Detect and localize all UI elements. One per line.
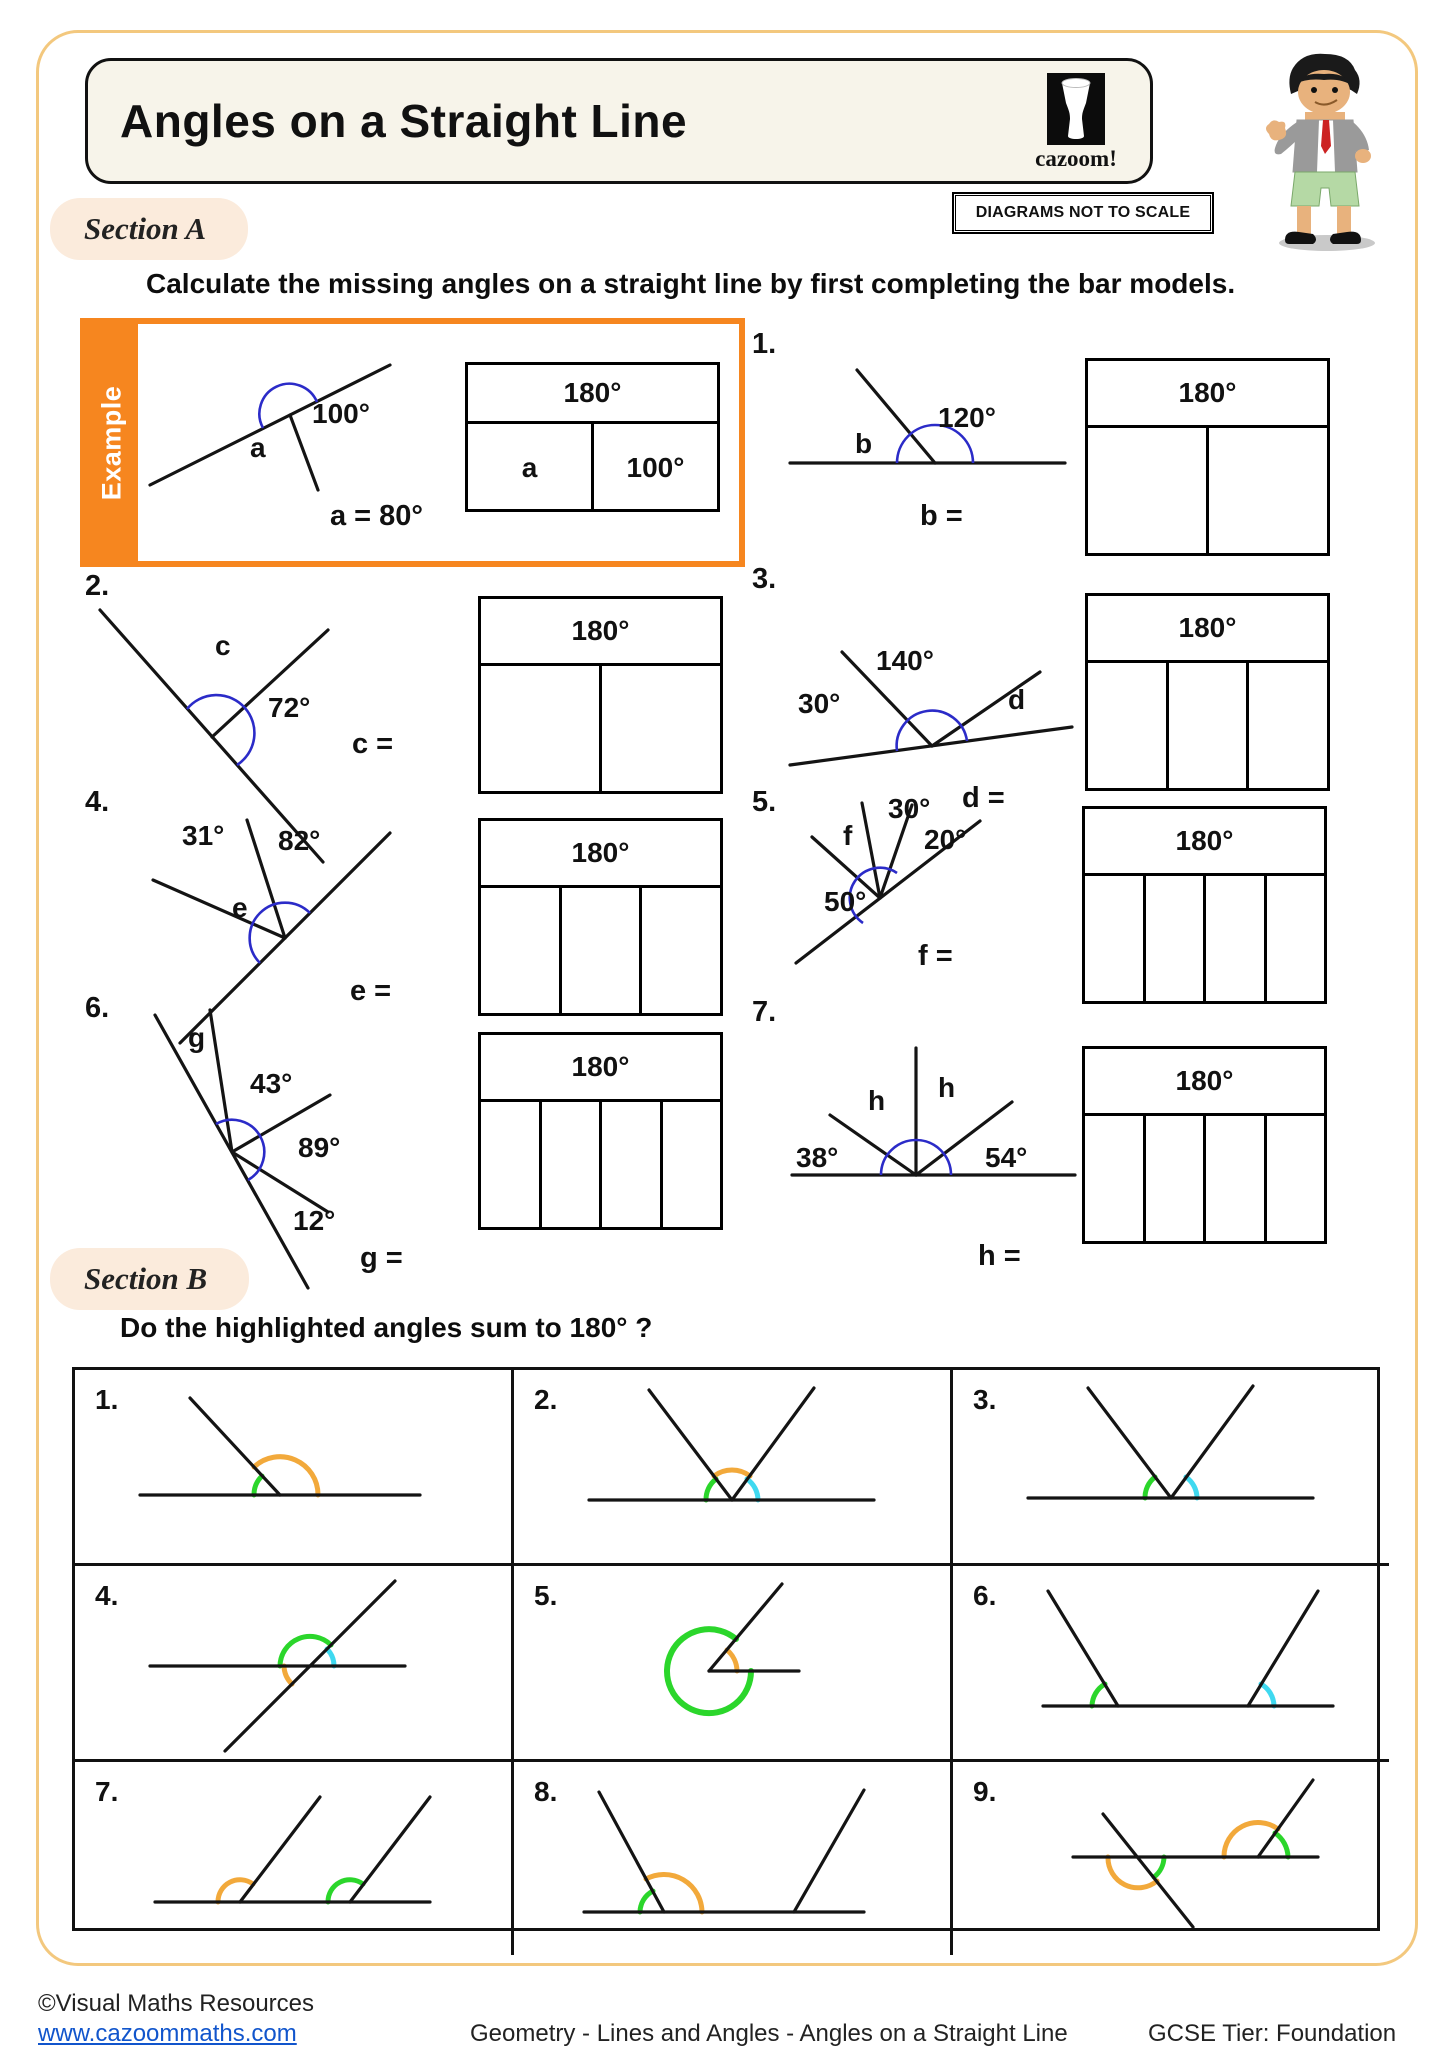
problem-2-bar-model: [478, 596, 723, 794]
problem-5-number: 5.: [752, 786, 777, 818]
problem-3-answer: d =: [962, 782, 1005, 814]
bar-total: 180°: [1088, 596, 1327, 663]
bar-cell: [481, 1102, 542, 1230]
bar-cell: [1146, 1116, 1207, 1244]
page-title: Angles on a Straight Line: [120, 95, 688, 147]
footer-copyright: ©Visual Maths Resources: [38, 1990, 315, 2017]
title-box: [85, 58, 1153, 184]
cell-number: 5.: [534, 1580, 558, 1611]
problem-4-bar-model: [478, 818, 723, 1016]
highlighted-angle-diagram-8: [514, 1762, 950, 1950]
bar-cell: [1088, 428, 1209, 556]
section-b-label: Section B: [50, 1248, 249, 1310]
problem-2-label: c: [215, 630, 231, 661]
example-answer: a = 80°: [330, 500, 424, 532]
section-b-cell-5: [514, 1566, 953, 1762]
bar-cell: [481, 666, 602, 794]
bar-cell: 100°: [626, 452, 685, 483]
bar-cell: [663, 1102, 721, 1230]
cell-number: 9.: [973, 1776, 997, 1807]
problem-5-bar-model: [1082, 806, 1327, 1004]
example-angle-label: 100°: [312, 398, 370, 429]
highlighted-angle-diagram-2: [514, 1370, 950, 1558]
problem-4-number: 4.: [85, 786, 110, 818]
section-a-instruction: Calculate the missing angles on a straight line by first completing the bar models.: [146, 268, 1236, 299]
section-b-cell-7: [75, 1762, 514, 1955]
problem-6-bar-model: [478, 1032, 723, 1230]
problem-7-label: 54°: [985, 1142, 1028, 1173]
highlighted-angle-diagram-7: [75, 1762, 511, 1950]
bar-cell: [481, 888, 562, 1016]
bar-cell: [1249, 663, 1327, 791]
problem-3-number: 3.: [752, 563, 777, 595]
problem-1-answer: b =: [920, 500, 963, 532]
bar-cell: a: [468, 424, 594, 512]
cell-number: 2.: [534, 1384, 558, 1415]
cell-number: 6.: [973, 1580, 997, 1611]
problem-1-number: 1.: [752, 328, 777, 360]
section-b-cell-3: [953, 1370, 1389, 1566]
bar-cell: [1267, 1116, 1325, 1244]
bar-total: 180°: [481, 599, 720, 666]
problem-2-label: 72°: [268, 692, 311, 723]
cell-number: 8.: [534, 1776, 558, 1807]
bar-cell: [1085, 1116, 1146, 1244]
example-tab: [86, 324, 138, 561]
cazoom-logo: [1028, 73, 1124, 172]
problem-7-answer: h =: [978, 1240, 1021, 1272]
problem-5-label: 30°: [888, 793, 931, 824]
problem-3-label: d: [1008, 684, 1026, 715]
problem-3-label: 30°: [798, 688, 841, 719]
highlighted-angle-diagram-9: [953, 1762, 1389, 1950]
bar-cell: [1169, 663, 1250, 791]
bar-cell: [1267, 876, 1325, 1004]
bar-cell: [602, 1102, 663, 1230]
problem-5-label: 50°: [824, 886, 867, 917]
problem-4-label: e: [232, 892, 248, 923]
problem-4-label: 82°: [278, 825, 321, 856]
problem-1-label: 120°: [938, 402, 996, 433]
problem-7-diagram: [780, 1030, 1090, 1240]
cell-number: 3.: [973, 1384, 997, 1415]
bar-total: 180°: [1085, 809, 1324, 876]
problem-1-label: b: [855, 428, 873, 459]
cell-number: 7.: [95, 1776, 119, 1807]
cell-number: 1.: [95, 1384, 119, 1415]
bar-cell: [542, 1102, 603, 1230]
footer-tier: GCSE Tier: Foundation: [1148, 2020, 1397, 2047]
problem-7-label: 38°: [796, 1142, 839, 1173]
example-var-label: a: [250, 432, 266, 463]
bar-total: 180°: [468, 365, 717, 424]
cell-number: 4.: [95, 1580, 119, 1611]
problem-7-label: h: [938, 1072, 956, 1103]
problem-6-number: 6.: [85, 992, 110, 1024]
problem-5-label: 20°: [924, 824, 967, 855]
section-b-cell-1: [75, 1370, 514, 1566]
problem-5-label: f: [843, 820, 853, 851]
highlighted-angle-diagram-5: [514, 1566, 950, 1754]
bar-total: 180°: [1088, 361, 1327, 428]
bar-cell: [1085, 876, 1146, 1004]
section-b-cell-9: [953, 1762, 1389, 1955]
section-b-cell-4: [75, 1566, 514, 1762]
problem-1-bar-model: [1085, 358, 1330, 556]
problem-7-number: 7.: [752, 996, 777, 1028]
problem-6-answer: g =: [360, 1242, 403, 1274]
mascot-boy-illustration: [1245, 50, 1400, 255]
cazoom-logo-text: cazoom!: [1035, 146, 1117, 171]
highlighted-angle-diagram-3: [953, 1370, 1389, 1558]
problem-7-label: h: [868, 1085, 886, 1116]
bar-total: 180°: [481, 1035, 720, 1102]
problem-7-bar-model: [1082, 1046, 1327, 1244]
scale-note-badge: DIAGRAMS NOT TO SCALE: [952, 192, 1214, 234]
bar-cell: [1088, 663, 1169, 791]
bar-cell: [1146, 876, 1207, 1004]
problem-6-label: 89°: [298, 1132, 341, 1163]
section-b-instruction: Do the highlighted angles sum to 180° ?: [120, 1312, 653, 1343]
highlighted-angle-diagram-6: [953, 1566, 1389, 1754]
example-bar-model: [465, 362, 720, 512]
bar-total: 180°: [1085, 1049, 1324, 1116]
footer-website-link[interactable]: www.cazoommaths.com: [38, 2020, 297, 2047]
problem-6-label: 12°: [293, 1205, 336, 1236]
highlighted-angle-diagram-4: [75, 1566, 511, 1754]
problem-5-answer: f =: [918, 940, 953, 972]
section-a-label: Section A: [50, 198, 248, 260]
bar-total: 180°: [481, 821, 720, 888]
problem-3-label: 140°: [876, 645, 934, 676]
section-b-grid: [72, 1367, 1380, 1931]
footer-topic: Geometry - Lines and Angles - Angles on a Straight Line: [470, 2020, 1068, 2047]
section-b-cell-8: [514, 1762, 953, 1955]
example-tab-label: Example: [96, 385, 127, 500]
highlighted-angle-diagram-1: [75, 1370, 511, 1558]
bar-cell: [1209, 428, 1327, 556]
cazoom-drum-icon: [1047, 73, 1105, 145]
problem-6-label: g: [188, 1022, 206, 1053]
problem-6-label: 43°: [250, 1068, 293, 1099]
bar-cell: [642, 888, 720, 1016]
problem-2-number: 2.: [85, 570, 110, 602]
problem-3-bar-model: [1085, 593, 1330, 791]
problem-4-answer: e =: [350, 975, 392, 1007]
bar-cell: [602, 666, 720, 794]
problem-2-answer: c =: [352, 728, 394, 760]
bar-cell: [1206, 1116, 1267, 1244]
bar-cell: [1206, 876, 1267, 1004]
section-b-cell-2: [514, 1370, 953, 1566]
problem-4-label: 31°: [182, 820, 225, 851]
section-b-cell-6: [953, 1566, 1389, 1762]
bar-cell: [562, 888, 643, 1016]
